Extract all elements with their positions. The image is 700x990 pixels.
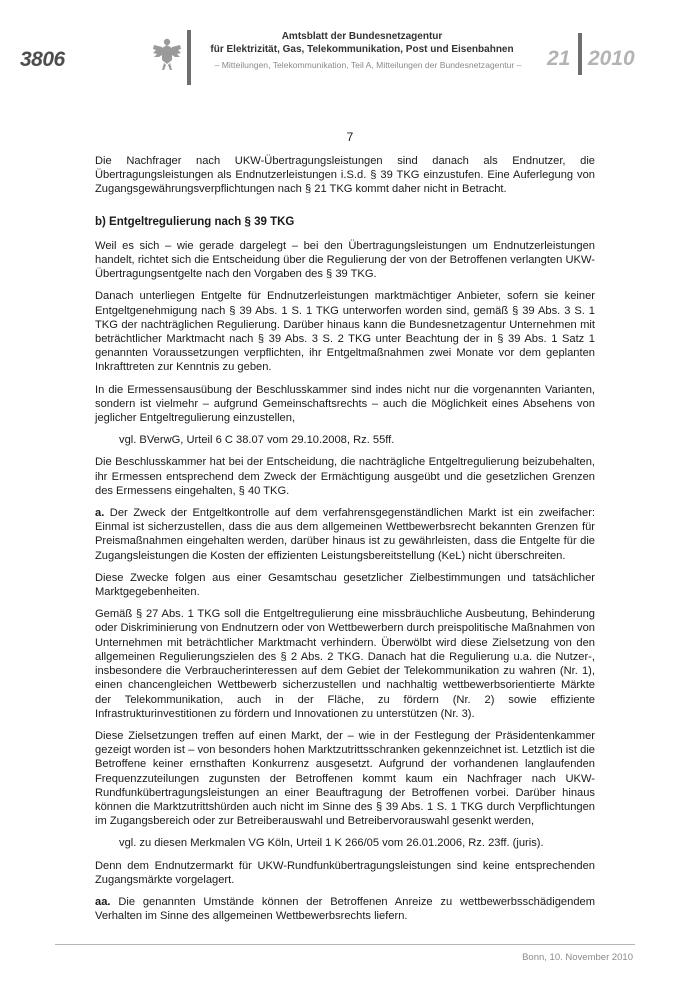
journal-section: – Mitteilungen, Telekommunikation, Teil A, Mitteilungen der Bundesnetzagentur – (214, 60, 522, 70)
footer-divider (55, 944, 635, 945)
paragraph-text: Die genannten Umstände können der Betroffenen Anreize zu wettbewerbsschädigendem Verhalten im Sinne des allgemeinen Wettbewerbsrechts liefern. (95, 895, 595, 923)
paragraph: Weil es sich – wie gerade dargelegt – bei den Übertragungsleistungen um Endnutzerleistungen handelt, richtet sich die Entscheidung über die Regulierung der von der Betroffenen verlangten UKW-Übertragungsentgelte nach den Vorgaben des § 39 TKG. (95, 239, 595, 281)
paragraph: Diese Zwecke folgen aus einer Gesamtschau gesetzlicher Zielbestimmungen und tatsächlicher Marktgegebenheiten. (95, 571, 595, 599)
issue-number: 21 (547, 47, 571, 70)
item-label: aa. (95, 895, 111, 908)
issue-divider (578, 33, 582, 75)
document-body (95, 154, 595, 931)
federal-eagle-icon (152, 36, 182, 72)
paragraph: Danach unterliegen Entgelte für Endnutzerleistungen marktmächtiger Anbieter, sofern sie keiner Entgeltgenehmigung nach § 39 Abs. 1 S. 1 TKG unterworfen worden sind, gemäß § 39 Abs. 3 S. 1 TKG der nachträglichen Regulierung. Darüber hinaus kann die Bundesnetzagentur Unternehmen mit beträchtlicher Marktmacht nach § 39 Abs. 3 S. 2 TKG unter Beachtung der in § 39 Abs. 1 Satz 1 genannten Voraussetzungen verpflichten, ihr Entgeltmaßnahmen zwei Monate vor dem geplanten Inkrafttreten zur Kenntnis zu geben. (95, 290, 595, 374)
footer-date: Bonn, 10. November 2010 (522, 952, 633, 963)
paragraph: Denn dem Endnutzermarkt für UKW-Rundfunkübertragungsleistungen sind keine entsprechenden Zugangsmärkte vorgelagert. (95, 859, 595, 886)
paragraph (95, 506, 595, 563)
paragraph (95, 895, 595, 923)
journal-title: Amtsblatt der Bundesnetzagentur (281, 31, 443, 42)
paragraph: Die Nachfrager nach UKW-Übertragungsleistungen sind danach als Endnutzer, die Übertragungsleistungen als Endnutzerleistungen i.S.d. § 39 TKG einzustufen. Eine Auferlegung von Zugangsgewährungsverpflichtungen nach § 21 TKG kommt daher nicht in Betracht. (95, 155, 595, 196)
section-number: 7 (346, 130, 354, 144)
page-number: 3806 (20, 48, 65, 71)
paragraph: In die Ermessensausübung der Beschlusskammer sind indes nicht nur die vorgenannten Varianten, sondern ist vielmehr – aufgrund Gemeinschaftsrechts – auch die Möglichkeit eines Absehens von jeglicher Entgeltregulierung einzustellen, (95, 383, 595, 425)
section-heading: b) Entgeltregulierung nach § 39 TKG (95, 215, 295, 228)
item-label: a. (95, 507, 105, 520)
paragraph: Die Beschlusskammer hat bei der Entscheidung, die nachträgliche Entgeltregulierung beizubehalten, ihr Ermessen entsprechend dem Zweck der Ermächtigung ausgeübt und die gesetzlichen Grenzen des Ermessens eingehalten, § 40 TKG. (95, 456, 595, 497)
header-divider (187, 30, 191, 85)
paragraph: Gemäß § 27 Abs. 1 TKG soll die Entgeltregulierung eine missbräuchliche Ausbeutung, Behinderung oder Diskriminierung von Endnutzern oder von Wettbewerbern durch preispolitische Maßnahmen von Unternehmen mit beträchtlicher Marktmacht verhindern. Überwölbt wird diese Zielsetzung von den allgemeinen Regulierungszielen des § 2 Abs. 2 TKG. Danach hat die Regulierung u.a. die Nutzer-, insbesondere die Verbraucherinteressen auf dem Gebiet der Telekommunikation zu wahren (Nr. 1), einen chancengleichen Wettbewerb sicherzustellen und nachhaltig wettbewerbsorientierte Märkte der Telekommunikation, auch in der Fläche, zu fördern (Nr. 2) sowie effiziente Infrastrukturinvestitionen zu fördern und Innovationen zu unterstützen (Nr. 3). (95, 608, 595, 720)
paragraph-text: Der Zweck der Entgeltkontrolle auf dem verfahrensgegenständlichen Markt ist ein zweifacher: Einmal ist sicherzustellen, dass die aus dem allgemeinen Wettbewerbsrecht bekannten Grenzen für Preismaßnahmen eingehalten werden, darüber hinaus ist zu gewährleisten, dass die Entgelte für die Zugangsleistungen die Kosten der effizienten Leistungsbereitstellung (KeL) nicht überschreiten. (95, 507, 595, 562)
citation: vgl. zu diesen Merkmalen VG Köln, Urteil 1 K 266/05 vom 26.01.2006, Rz. 23ff. (juris). (119, 837, 544, 850)
journal-subtitle: für Elektrizität, Gas, Telekommunikation, Post und Eisenbahnen (210, 44, 514, 55)
paragraph: Diese Zielsetzungen treffen auf einen Markt, der – wie in der Festlegung der Präsidentenkammer gezeigt worden ist – von besonders hohen Marktzutrittsschranken gekennzeichnet ist. Letztlich ist die Betroffene keiner ernsthaften Konkurrenz ausgesetzt. Aufgrund der vorhandenen langlaufenden Frequenzzuteilungen zugunsten der Betroffenen kommt kaum ein Nachfrager nach UKW-Rundfunkübertragungsleistungen an einer Beauftragung der Betroffenen vorbei. Darüber hinaus können die Marktzutrittshürden auch nicht im Sinne des § 39 Abs. 1 S. 1 TKG durch Verpflichtungen im Zugangsbereich oder zur Betreiberauswahl und Betreibervorauswahl gesenkt werden, (95, 729, 595, 828)
citation: vgl. BVerwG, Urteil 6 C 38.07 vom 29.10.2008, Rz. 55ff. (119, 434, 395, 447)
issue-year: 2010 (588, 47, 635, 70)
